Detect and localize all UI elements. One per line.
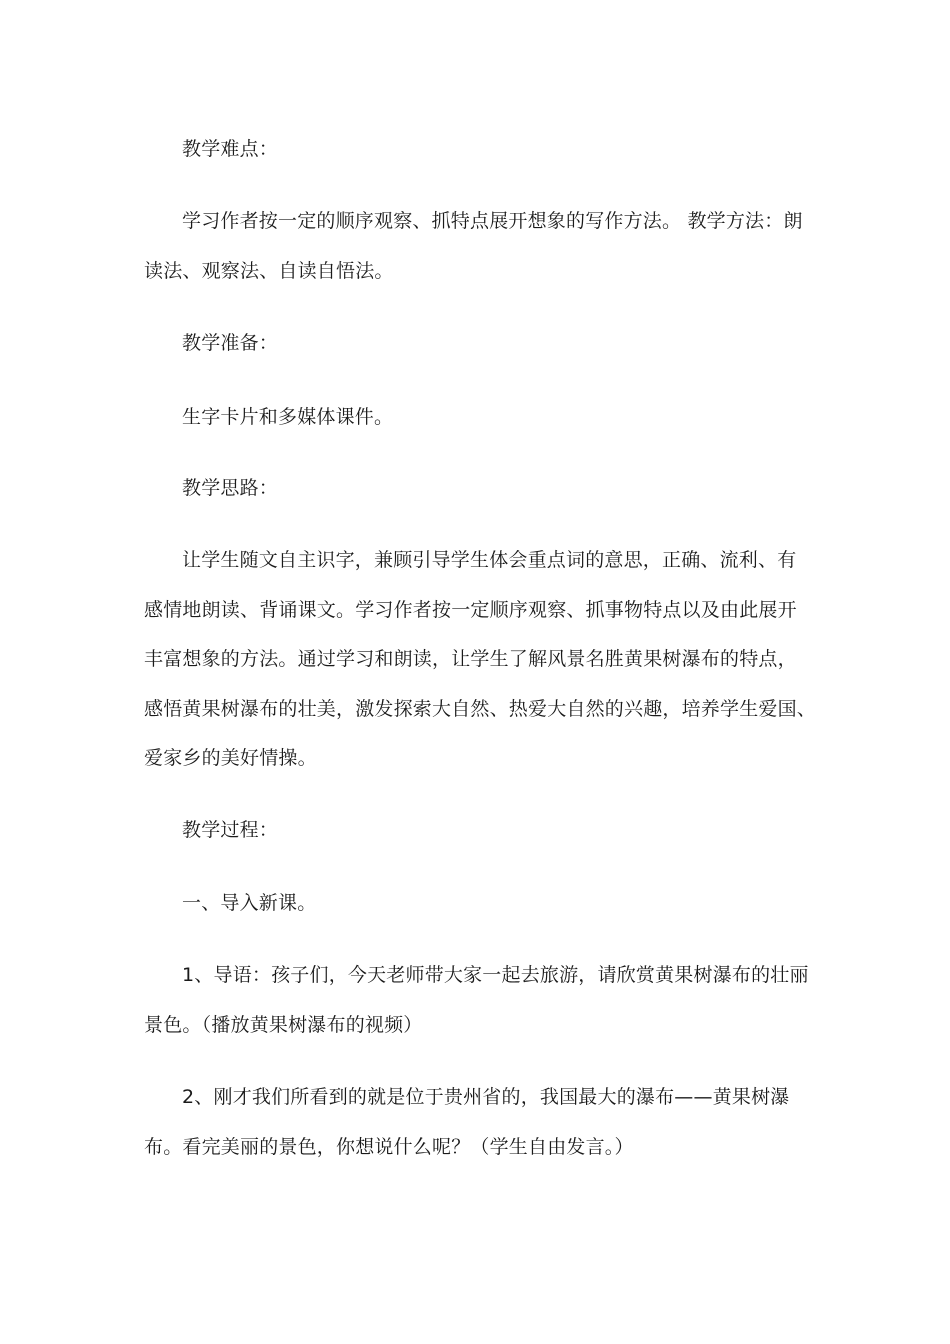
text-line: 学习作者按一定的顺序观察、抓特点展开想象的写作方法。 教学方法：朗 xyxy=(182,210,803,232)
text-line: 让学生随文自主识字，兼顾引导学生体会重点词的意思，正确、流利、有 xyxy=(182,549,797,571)
text-line: 爱家乡的美好情操。 xyxy=(144,747,317,769)
text-line: 景色。（播放黄果树瀑布的视频） xyxy=(144,1013,423,1036)
text-line: 1、导语：孩子们，今天老师带大家一起去旅游，请欣赏黄果树瀑布的壮丽 xyxy=(182,964,809,986)
paragraph-teaching-approach xyxy=(144,536,817,784)
paragraph-difficulty-and-method xyxy=(144,197,810,296)
text-line: 2、刚才我们所看到的就是位于贵州省的，我国最大的瀑布——黄果树瀑 xyxy=(182,1086,790,1108)
text-line: 教学准备： xyxy=(182,332,279,354)
paragraph-preparation xyxy=(144,393,810,443)
text-line: 感悟黄果树瀑布的壮美，激发探索大自然、热爱大自然的兴趣，培养学生爱国、 xyxy=(144,697,817,720)
section-introduction xyxy=(144,879,810,929)
heading-teaching-approach xyxy=(144,464,810,514)
text-line: 教学过程： xyxy=(182,819,279,841)
paragraph-step-2 xyxy=(144,1073,810,1172)
text-line: 教学难点： xyxy=(182,138,279,160)
paragraph-step-1 xyxy=(144,951,810,1050)
heading-teaching-preparation xyxy=(144,319,810,369)
heading-teaching-difficulty xyxy=(144,125,810,175)
text-line: 生字卡片和多媒体课件。 xyxy=(182,406,394,428)
text-line: 感情地朗读、背诵课文。学习作者按一定顺序观察、抓事物特点以及由此展开 xyxy=(144,598,797,621)
heading-teaching-process xyxy=(144,806,810,856)
text-line: 丰富想象的方法。通过学习和朗读，让学生了解风景名胜黄果树瀑布的特点， xyxy=(144,648,797,670)
text-line: 教学思路： xyxy=(182,477,279,499)
text-line: 布。看完美丽的景色，你想说什么呢？（学生自由发言。） xyxy=(144,1135,634,1158)
text-line: 一、导入新课。 xyxy=(182,892,317,914)
text-line: 读法、观察法、自读自悟法。 xyxy=(144,259,394,282)
